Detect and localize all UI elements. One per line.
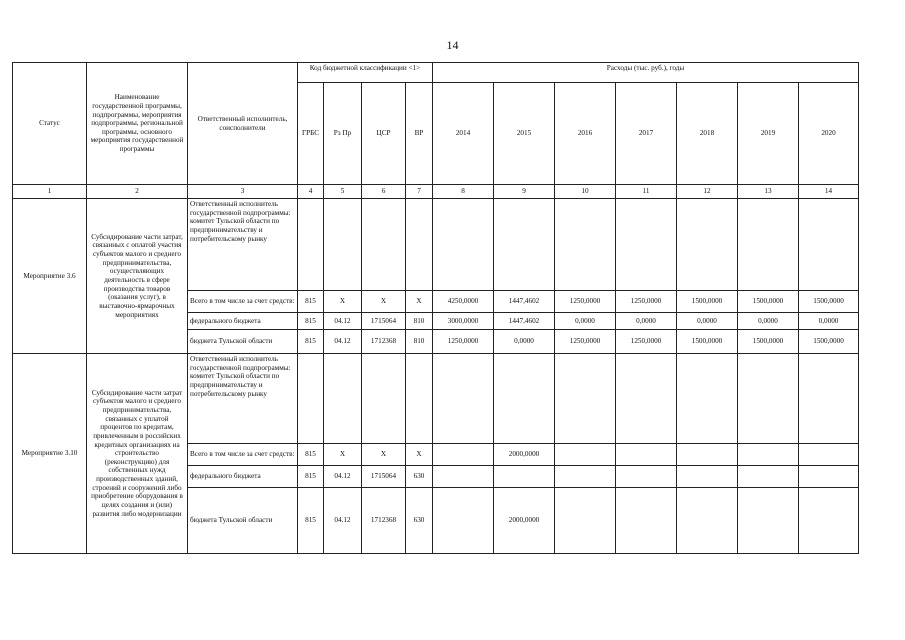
header-vr: ВР — [406, 83, 433, 185]
header-year: 2017 — [616, 83, 677, 185]
vr-cell: 810 — [406, 330, 433, 354]
header-name: Наименование государственной программы, подпрограммы, мероприятия подпрограммы, региональной программы, основного мероприятия государственной программы — [87, 63, 188, 185]
source-label: бюджета Тульской области — [188, 330, 298, 354]
value-cell: 1500,0000 — [677, 291, 738, 313]
executor-cell: Ответственный исполнитель государственной подпрограммы: комитет Тульской области по предпринимательству и потребительскому рынку — [188, 199, 298, 291]
value-cell — [433, 444, 494, 466]
column-number: 10 — [555, 185, 616, 199]
rzpr-cell: 04.12 — [324, 313, 362, 330]
value-cell: 2000,0000 — [494, 444, 555, 466]
csr-cell: 1715064 — [362, 466, 406, 488]
header-expenses: Расходы (тыс. руб.), годы — [433, 63, 859, 83]
column-number: 8 — [433, 185, 494, 199]
grbs-cell: 815 — [298, 291, 324, 313]
value-cell: 3000,0000 — [433, 313, 494, 330]
source-label: Всего в том числе за счет средств: — [188, 291, 298, 313]
column-number: 2 — [87, 185, 188, 199]
value-cell: 1250,0000 — [616, 291, 677, 313]
rzpr-cell: 04.12 — [324, 466, 362, 488]
header-year: 2016 — [555, 83, 616, 185]
header-year: 2019 — [738, 83, 799, 185]
header-year: 2015 — [494, 83, 555, 185]
grbs-cell: 815 — [298, 444, 324, 466]
value-cell: 1500,0000 — [738, 291, 799, 313]
measure-name: Субсидирование части затрат субъектов малого и среднего предпринимательства, связанных с уплатой процентов по кредитам, привлеченным в российских кредитных организациях на строительство (реконструкцию) для собственных нужд производственных зданий, строений и сооружений либо приобретение оборудования в целях создания и (или) развития либо модернизации — [87, 354, 188, 554]
grbs-cell: 815 — [298, 330, 324, 354]
page-number: 14 — [446, 38, 459, 52]
column-number: 6 — [362, 185, 406, 199]
budget-table — [12, 62, 859, 554]
value-cell — [677, 444, 738, 466]
value-cell: 2000,0000 — [494, 488, 555, 554]
csr-cell: X — [362, 444, 406, 466]
header-year: 2014 — [433, 83, 494, 185]
value-cell: 1447,4602 — [494, 291, 555, 313]
grbs-cell: 815 — [298, 466, 324, 488]
header-csr: ЦСР — [362, 83, 406, 185]
value-cell: 0,0000 — [555, 313, 616, 330]
value-cell — [799, 466, 859, 488]
value-cell: 1250,0000 — [555, 291, 616, 313]
vr-cell: X — [406, 291, 433, 313]
value-cell: 4250,0000 — [433, 291, 494, 313]
value-cell: 0,0000 — [616, 313, 677, 330]
column-number: 13 — [738, 185, 799, 199]
value-cell: 1250,0000 — [555, 330, 616, 354]
value-cell: 1500,0000 — [738, 330, 799, 354]
value-cell — [433, 488, 494, 554]
column-number: 7 — [406, 185, 433, 199]
grbs-cell: 815 — [298, 488, 324, 554]
value-cell: 1500,0000 — [799, 330, 859, 354]
header-budget-code: Код бюджетной классификации <1> — [298, 63, 433, 83]
column-number: 9 — [494, 185, 555, 199]
source-label: федерального бюджета — [188, 466, 298, 488]
value-cell: 0,0000 — [799, 313, 859, 330]
value-cell: 1250,0000 — [433, 330, 494, 354]
value-cell — [494, 466, 555, 488]
header-status: Статус — [13, 63, 87, 185]
measure-name: Субсидирование части затрат, связанных с оплатой участия субъектов малого и среднего предпринимательства, осуществляющих деятельность в сфере производства товаров (оказания услуг), в выставочно-ярмарочных мероприятиях — [87, 199, 188, 354]
value-cell — [616, 488, 677, 554]
value-cell — [738, 444, 799, 466]
value-cell — [738, 488, 799, 554]
source-label: бюджета Тульской области — [188, 488, 298, 554]
status-cell: Мероприятие 3.10 — [13, 354, 87, 554]
value-cell — [799, 444, 859, 466]
csr-cell: 1712368 — [362, 488, 406, 554]
column-number: 3 — [188, 185, 298, 199]
vr-cell: 630 — [406, 488, 433, 554]
header-responsible: Ответственный исполнитель, соисполнители — [188, 63, 298, 185]
value-cell: 1500,0000 — [799, 291, 859, 313]
column-number: 4 — [298, 185, 324, 199]
value-cell — [555, 444, 616, 466]
rzpr-cell: X — [324, 444, 362, 466]
value-cell — [738, 466, 799, 488]
csr-cell: 1712368 — [362, 330, 406, 354]
rzpr-cell: 04.12 — [324, 488, 362, 554]
value-cell — [677, 488, 738, 554]
vr-cell: 810 — [406, 313, 433, 330]
vr-cell: X — [406, 444, 433, 466]
column-number: 12 — [677, 185, 738, 199]
header-year: 2018 — [677, 83, 738, 185]
value-cell: 0,0000 — [677, 313, 738, 330]
value-cell — [433, 466, 494, 488]
rzpr-cell: 04.12 — [324, 330, 362, 354]
rzpr-cell: X — [324, 291, 362, 313]
value-cell: 0,0000 — [494, 330, 555, 354]
value-cell — [799, 488, 859, 554]
column-number: 14 — [799, 185, 859, 199]
source-label: федерального бюджета — [188, 313, 298, 330]
header-rzpr: Рз Пр — [324, 83, 362, 185]
status-cell: Мероприятие 3.6 — [13, 199, 87, 354]
csr-cell: X — [362, 291, 406, 313]
value-cell — [616, 466, 677, 488]
value-cell — [555, 488, 616, 554]
source-label: Всего в том числе за счет средств: — [188, 444, 298, 466]
vr-cell: 630 — [406, 466, 433, 488]
csr-cell: 1715064 — [362, 313, 406, 330]
value-cell: 1500,0000 — [677, 330, 738, 354]
column-number: 5 — [324, 185, 362, 199]
header-grbs: ГРБС — [298, 83, 324, 185]
header-year: 2020 — [799, 83, 859, 185]
value-cell: 1250,0000 — [616, 330, 677, 354]
value-cell — [616, 444, 677, 466]
grbs-cell: 815 — [298, 313, 324, 330]
value-cell: 0,0000 — [738, 313, 799, 330]
value-cell — [677, 466, 738, 488]
column-number: 11 — [616, 185, 677, 199]
column-number: 1 — [13, 185, 87, 199]
executor-cell: Ответственный исполнитель государственной подпрограммы: комитет Тульской области по предпринимательству и потребительскому рынку — [188, 354, 298, 444]
value-cell — [555, 466, 616, 488]
value-cell: 1447,4602 — [494, 313, 555, 330]
